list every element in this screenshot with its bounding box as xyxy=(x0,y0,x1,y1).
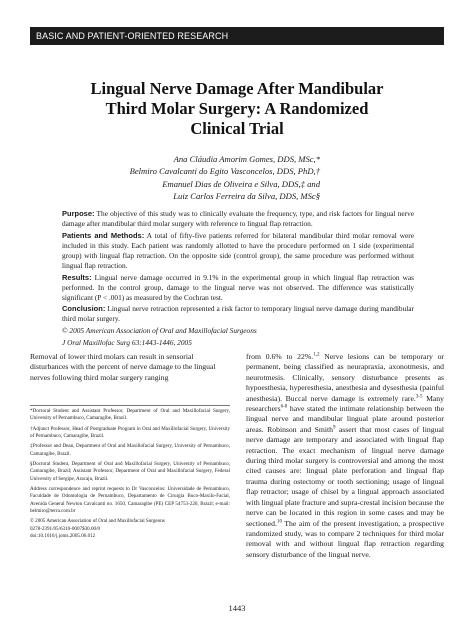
right-column xyxy=(246,352,444,560)
abstract-methods xyxy=(62,231,414,271)
abstract-copyright: © 2005 American Association of Oral and Maxillofacial Surgeons xyxy=(62,326,257,336)
abstract-conclusion xyxy=(62,304,414,324)
footnotes xyxy=(30,405,230,541)
footnote-address: Address correspondence and reprint requests to Dr Vasconcelos: Universidade de Pernambuco, Faculdade de Odontologia de Pernambuco, Departamento de Cirurgia Buco-Maxilo-Facial, Avenida General Newton Cavalcanti no. 1650, Camaragibe (PE) CEP 54753-220, Brazil; e-mail: belmiro@terra.com.br xyxy=(30,486,230,515)
author-1: Ana Cláudia Amorim Gomes, DDS, MSc,* xyxy=(173,154,320,164)
conclusion-label: Conclusion: xyxy=(62,304,106,314)
author-4: Luiz Carlos Ferreira da Silva, DDS, MSc§ xyxy=(173,191,320,202)
citation-ref-2: 3-5 xyxy=(415,394,423,400)
section-banner: BASIC AND PATIENT-ORIENTED RESEARCH xyxy=(30,27,444,45)
author-3: Emanuel Dias de Oliveira e Silva, DDS,‡ and xyxy=(162,178,320,189)
purpose-label: Purpose: xyxy=(62,209,95,218)
body-text-6: The aim of the present investigation, a prospective randomized study, was to compare 2 techniques for third molar removal with and without lingual flap retraction regarding sensory disturbance of the lingual nerve. xyxy=(246,518,444,559)
methods-label: Patients and Methods: xyxy=(62,230,145,240)
citation-ref-5: 10 xyxy=(276,518,282,524)
footnote-issn: 0278-2391/05/6310-0007$30.00/0 xyxy=(30,525,101,532)
citation-ref-1: 1,2 xyxy=(313,352,320,358)
author-2: Belmiro Cavalcanti do Egito Vasconcelos, DDS, PhD,† xyxy=(129,166,320,177)
methods-text: A total of fifty-five patients referred for bilateral mandibular third molar removal were included in this study. Each patient was randomly allotted to have the procedure performed on 1 side (experimental group) with lingual flap retraction. On the opposite side (control group), the same procedure was performed without lingual flap retraction. xyxy=(62,230,414,270)
results-text: Lingual nerve damage occurred in 9.1% in the experimental group in which lingual flap retraction was performed. In the control group, damage to the lingual nerve was not observed. The difference was statistically significant (P < .001) as measured by the Cochran test. xyxy=(62,272,414,302)
footnote-copyright: © 2005 American Association of Oral and Maxillofacial Surgeons xyxy=(30,518,165,525)
footnote-author-2: †Adjunct Professor, Head of Postgraduate Program in Oral and Maxillofacial Surgery, University of Pernambuco, Camaragibe, Brazil. xyxy=(30,425,230,440)
intro-paragraph: Removal of lower third molars can result in sensorial disturbances with the percent of nerve damage to the lingual nerves following third molar surgery ranging xyxy=(30,352,216,382)
citation-ref-3: 6-8 xyxy=(280,404,288,410)
title-line-2: Third Molar Surgery: A Randomized xyxy=(105,99,369,118)
title-line-1: Lingual Nerve Damage After Mandibular xyxy=(90,79,384,98)
author-list xyxy=(100,153,320,203)
body-text-1: from 0.6% to 22%. xyxy=(246,352,314,361)
article-title xyxy=(50,79,424,139)
footnote-doi: doi:10.1016/j.joms.2005.06.012 xyxy=(30,533,96,540)
body-text-2: Nerve lesions can be temporary or permanent, being classified as neurapraxia, axonotmesis, and neurotmesis. Clinically, sensory disturbance presents as hypoesthesia, hyperesthesia, anesthesia and dysesthesia (painful anesthesia). Buccal nerve damage is extremely rare. xyxy=(246,352,444,403)
abstract-purpose xyxy=(62,209,414,229)
abstract-results xyxy=(62,273,414,303)
conclusion-text: Lingual nerve retraction represented a risk factor to temporary lingual nerve damage during mandibular third molar surgery. xyxy=(62,304,414,324)
page-number: 1443 xyxy=(228,603,246,613)
left-column xyxy=(30,352,230,383)
body-text-5: assert that most cases of lingual nerve damage are temporary and associated with lingual flap retraction. The exact mechanism of lingual nerve damage during third molar surgery is controversial and among the most cited causes are: lingual plate perforation and lingual flap trauma during ostectomy or tooth sectioning; usage of lingual flap retractor; usage of chisel by a lingual approach associated with lingual plate fracture and supra-crestal incision because the nerve can be located in this region in some cases and may be sectioned. xyxy=(246,424,444,528)
title-line-3: Clinical Trial xyxy=(190,119,284,138)
body-text-4: have stated the intimate relationship between the lingual nerve and mandibular lingual plate around posterior areas. Robinson and Smith xyxy=(246,404,444,434)
abstract-citation: J Oral Maxillofac Surg 63:1443-1446, 2005 xyxy=(62,337,192,347)
body-text-3: Many researchers xyxy=(246,393,444,414)
purpose-text: The objective of this study was to clinically evaluate the frequency, type, and risk factors for lingual nerve damage after mandibular third molar surgery with reference to lingual flap retraction. xyxy=(62,209,414,229)
footnote-author-1: *Doctoral Student and Assistant Professor, Department of Oral and Maxillofacial Surgery, University of Pernambuco, Camaragibe, Brazil. xyxy=(30,408,230,422)
footnote-author-3: ‡Professor and Dean, Department of Oral and Maxillofacial Surgery, University of Pernambuco, Camaragibe, Brazil. xyxy=(30,443,230,457)
abstract xyxy=(62,209,414,349)
footnote-author-4: §Doctoral Student, Department of Oral and Maxillofacial Surgery, University of Pernambuco, Camaragibe, Brazil; Assistant Professor, Department of Oral and Maxillofacial Surgery, Federal University of Sergipe, Aracaju, Brazil. xyxy=(30,461,230,482)
results-label: Results: xyxy=(62,272,92,282)
right-column-paragraph xyxy=(246,352,444,560)
citation-ref-4: 9 xyxy=(332,425,336,431)
